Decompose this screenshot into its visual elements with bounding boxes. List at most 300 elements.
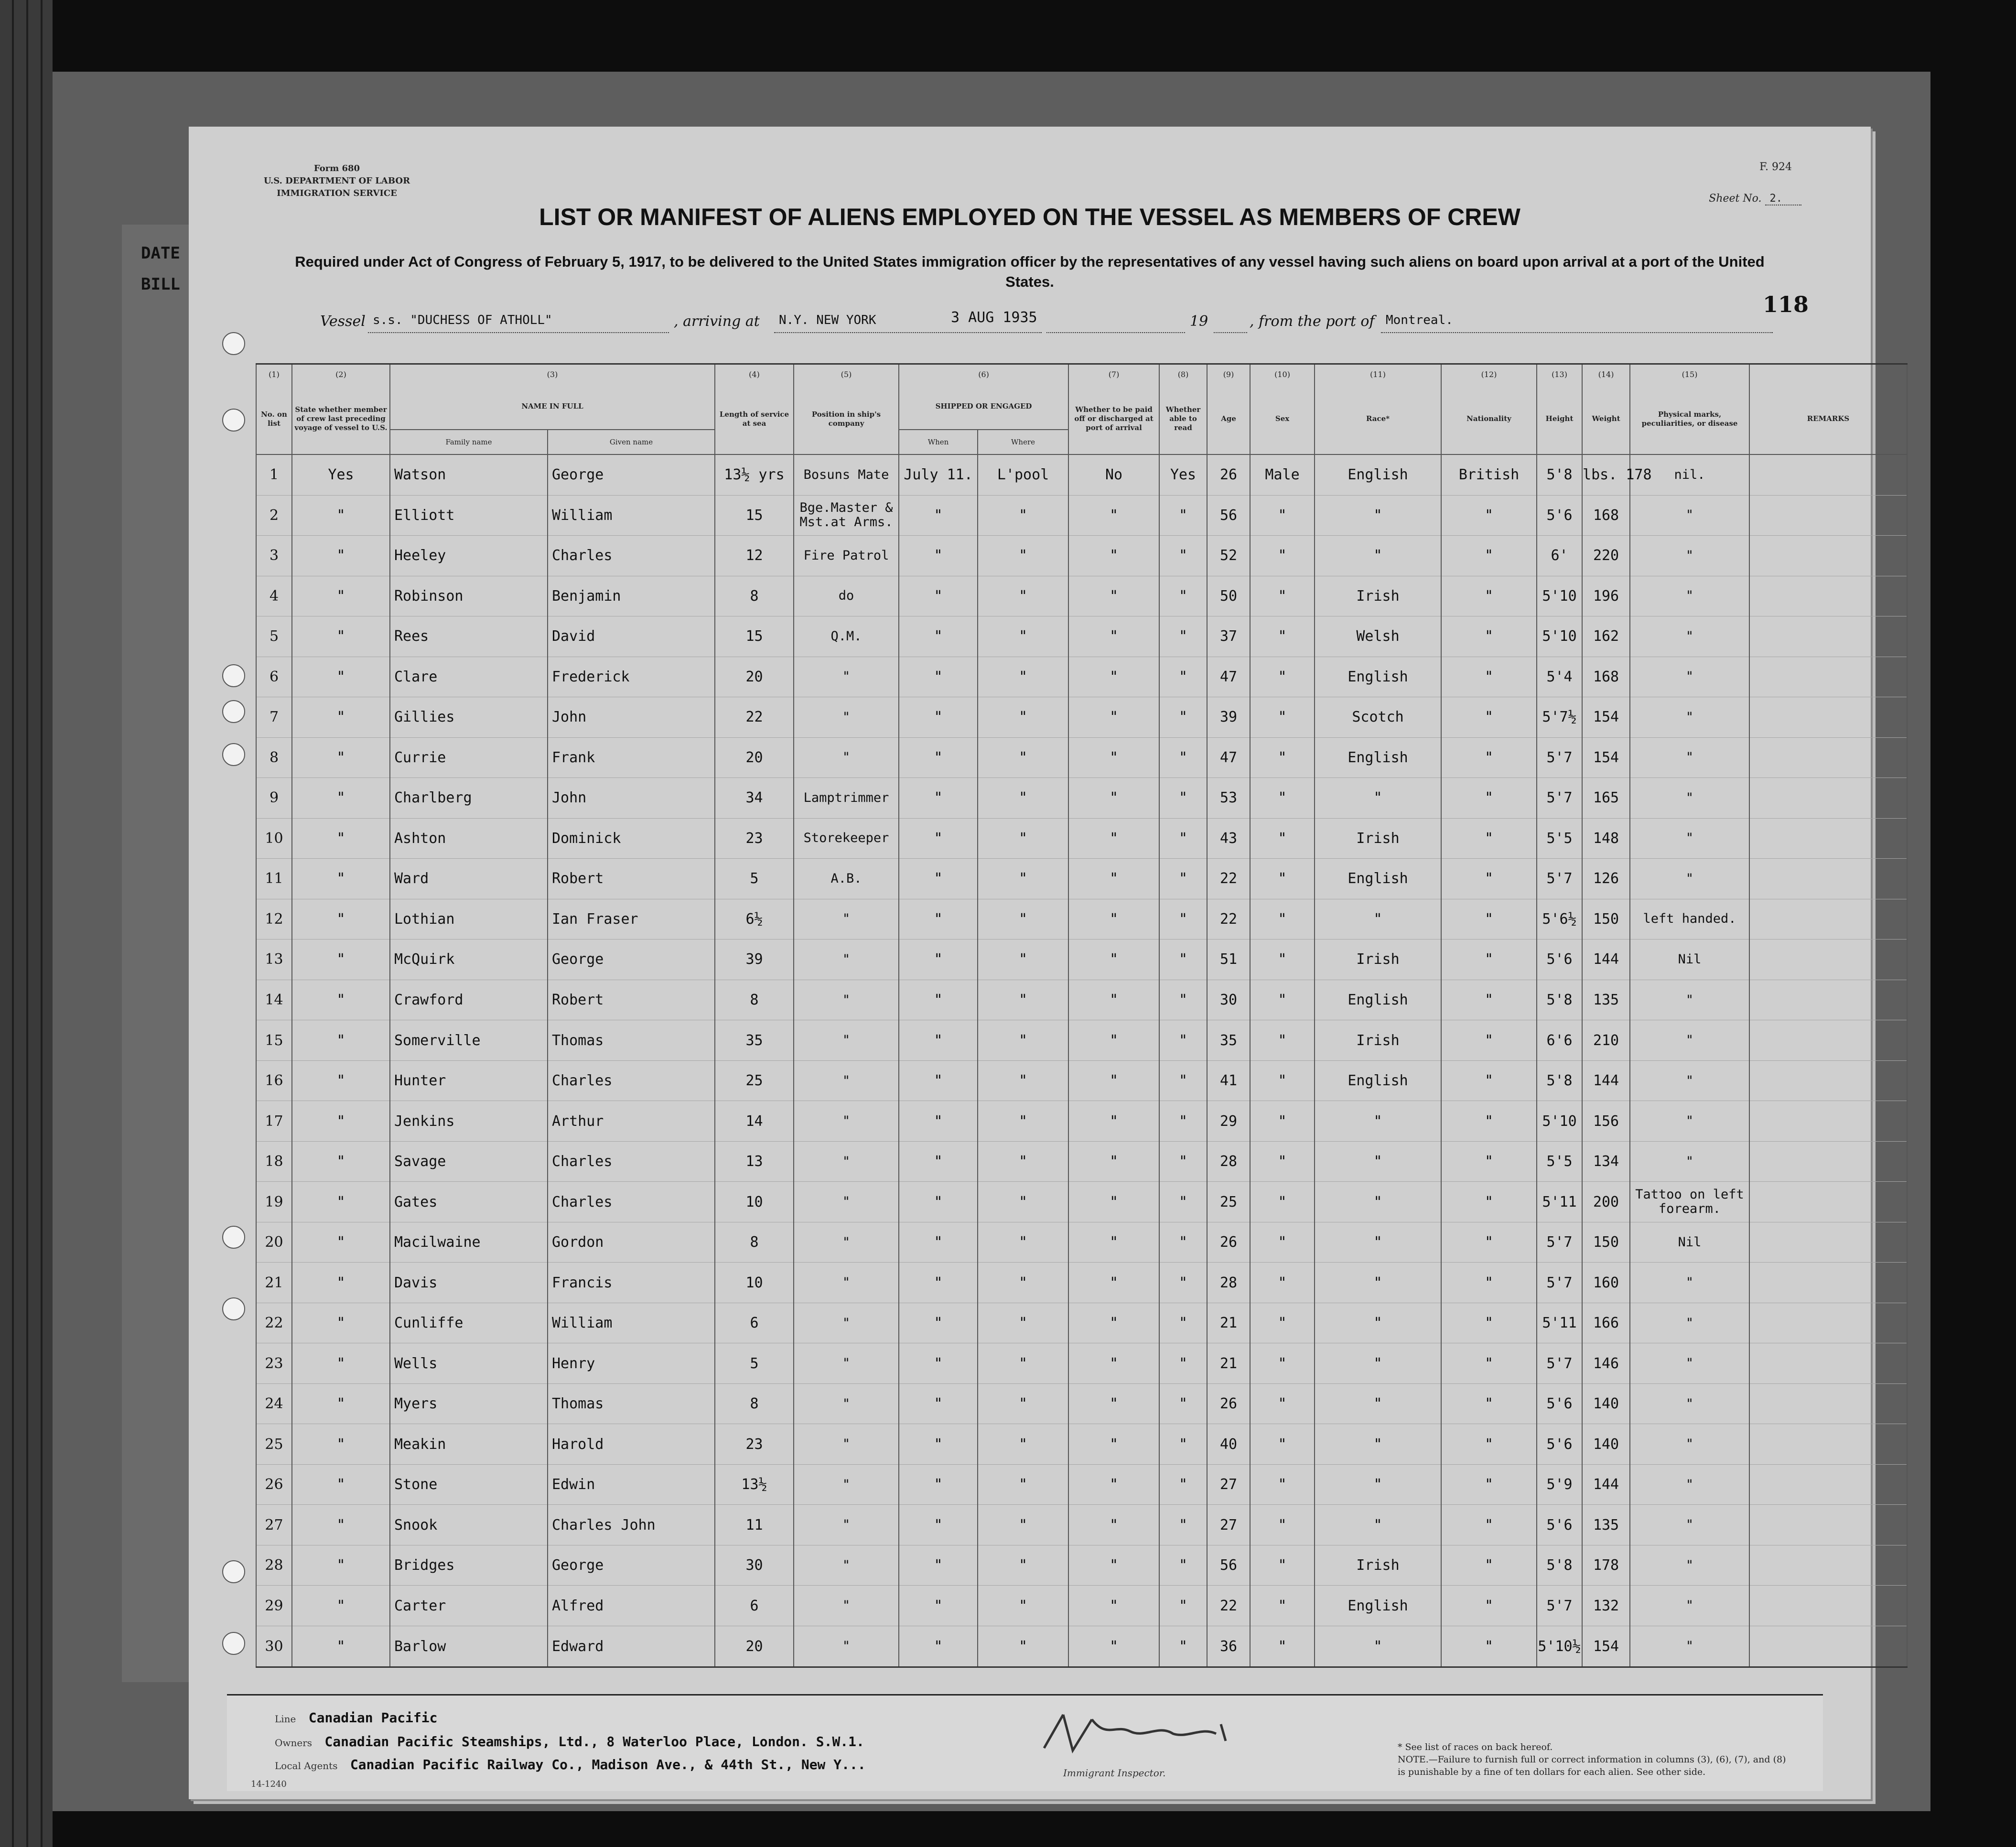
table-cell: Bosuns Mate (794, 454, 899, 495)
table-cell: Crawford (390, 980, 548, 1020)
table-cell: 11 (256, 859, 292, 899)
table-cell: " (978, 737, 1068, 778)
table-cell: Edward (548, 1626, 715, 1667)
table-row (256, 1141, 1907, 1182)
vessel-label: Vessel (320, 313, 366, 330)
remarks-cell (1749, 899, 1907, 940)
table-cell: 35 (715, 1020, 794, 1061)
table-cell: 2 (256, 495, 292, 536)
remarks-cell (1749, 1626, 1907, 1667)
crew-rows (256, 454, 1907, 1667)
column-number: (10) (1250, 364, 1315, 384)
table-cell: 162 (1582, 616, 1630, 657)
table-cell: " (1630, 495, 1749, 536)
table-cell: " (1250, 818, 1315, 859)
page-subtitle: Required under Act of Congress of February 5, 1917, to be delivered to the United States immigration officer by the representatives of any vessel having such aliens on board upon arrival at a port of the United States. (295, 253, 1765, 290)
table-cell: " (1630, 1464, 1749, 1505)
table-cell: " (1250, 1101, 1315, 1142)
table-cell: 15 (715, 616, 794, 657)
table-cell: " (794, 1060, 899, 1101)
table-cell: 8 (715, 576, 794, 616)
table-cell: " (1250, 495, 1315, 536)
races-note: * See list of races on back hereof. (1398, 1742, 1553, 1752)
table-cell: " (794, 1020, 899, 1061)
table-cell: " (978, 1626, 1068, 1667)
column-number: (8) (1159, 364, 1207, 384)
from-port-label: , from the port of (1250, 313, 1375, 330)
table-cell: 4 (256, 576, 292, 616)
table-cell: 5 (715, 1343, 794, 1384)
table-cell: Heeley (390, 536, 548, 576)
table-cell: " (292, 1424, 390, 1465)
table-cell: 200 (1582, 1182, 1630, 1222)
table-cell: left handed. (1630, 899, 1749, 940)
table-cell: " (978, 818, 1068, 859)
table-cell: " (899, 1141, 978, 1182)
table-cell: " (899, 495, 978, 536)
table-cell: Benjamin (548, 576, 715, 616)
table-cell: Cunliffe (390, 1303, 548, 1343)
table-cell: 56 (1207, 1545, 1250, 1586)
table-cell: " (1250, 737, 1315, 778)
table-cell: " (1068, 1545, 1159, 1586)
table-cell: Somerville (390, 1020, 548, 1061)
table-cell: " (1315, 1383, 1441, 1424)
side-card (122, 225, 198, 1682)
table-cell: nil. (1630, 454, 1749, 495)
table-cell: 5'8 (1537, 980, 1582, 1020)
table-cell: 13½ yrs (715, 454, 794, 495)
from-port-value: Montreal. (1386, 313, 1453, 327)
column-number: (3) (390, 364, 715, 384)
table-cell: " (1630, 1424, 1749, 1465)
table-cell: " (1068, 1626, 1159, 1667)
header-name-in-full: NAME IN FULL (390, 384, 715, 430)
table-cell: " (1630, 859, 1749, 899)
table-cell: Bridges (390, 1545, 548, 1586)
table-cell: " (1315, 778, 1441, 819)
table-row (256, 1263, 1907, 1303)
table-cell: 7 (256, 697, 292, 738)
table-cell: " (1159, 859, 1207, 899)
table-cell: 14 (256, 980, 292, 1020)
table-cell: " (794, 1263, 899, 1303)
table-cell: " (1250, 1222, 1315, 1263)
column-number: (2) (292, 364, 390, 384)
table-cell: 14 (715, 1101, 794, 1142)
table-cell: Robinson (390, 576, 548, 616)
table-cell: " (899, 1182, 978, 1222)
table-cell: " (1441, 1263, 1537, 1303)
column-header-row (256, 384, 1907, 430)
table-cell: " (1315, 1505, 1441, 1545)
table-row (256, 657, 1907, 697)
table-cell: " (1159, 1505, 1207, 1545)
table-cell: " (1159, 1141, 1207, 1182)
table-cell: Robert (548, 980, 715, 1020)
table-cell: 11 (715, 1505, 794, 1545)
table-cell: " (899, 1020, 978, 1061)
table-cell: " (292, 1222, 390, 1263)
table-cell: " (978, 1020, 1068, 1061)
table-cell: Irish (1315, 576, 1441, 616)
table-cell: " (292, 1141, 390, 1182)
table-cell: " (899, 899, 978, 940)
table-cell: " (1250, 616, 1315, 657)
table-cell: 135 (1582, 980, 1630, 1020)
line-label: Line (275, 1713, 296, 1725)
table-cell: 34 (715, 778, 794, 819)
header-height: Height (1537, 384, 1582, 454)
table-cell: 1 (256, 454, 292, 495)
header-no-on-list: No. on list (256, 384, 292, 454)
table-cell: " (899, 1383, 978, 1424)
header-sex: Sex (1250, 384, 1315, 454)
table-cell: " (1159, 616, 1207, 657)
crew-manifest-table (256, 363, 1908, 1668)
remarks-cell (1749, 657, 1907, 697)
table-cell: " (1068, 536, 1159, 576)
table-cell: " (1630, 737, 1749, 778)
table-cell: 132 (1582, 1586, 1630, 1626)
table-cell: " (1250, 1182, 1315, 1222)
table-row (256, 576, 1907, 616)
table-cell: " (1250, 899, 1315, 940)
table-cell: 20 (715, 737, 794, 778)
table-cell: " (1315, 899, 1441, 940)
table-cell: 6 (715, 1586, 794, 1626)
table-cell: Irish (1315, 940, 1441, 980)
table-cell: " (978, 1303, 1068, 1343)
table-cell: " (1068, 899, 1159, 940)
table-cell: " (1315, 1182, 1441, 1222)
table-cell: 23 (715, 1424, 794, 1465)
table-cell: " (1630, 818, 1749, 859)
table-cell: Francis (548, 1263, 715, 1303)
table-cell: " (978, 495, 1068, 536)
table-cell: " (978, 536, 1068, 576)
stamped-page-number: 118 (1762, 292, 1809, 317)
remarks-cell (1749, 1424, 1907, 1465)
table-cell: " (1315, 1141, 1441, 1182)
table-cell: " (1159, 980, 1207, 1020)
remarks-cell (1749, 1303, 1907, 1343)
table-cell: 6 (715, 1303, 794, 1343)
table-cell: " (794, 697, 899, 738)
table-row (256, 1343, 1907, 1384)
remarks-cell (1749, 1101, 1907, 1142)
column-number: (12) (1441, 364, 1537, 384)
table-cell: 56 (1207, 495, 1250, 536)
table-cell: John (548, 697, 715, 738)
table-cell: 140 (1582, 1424, 1630, 1465)
table-cell: " (794, 1383, 899, 1424)
binder-hole (222, 332, 245, 355)
year-label: 19 (1190, 313, 1208, 330)
table-cell: " (1250, 1505, 1315, 1545)
table-cell: " (1068, 657, 1159, 697)
table-cell: " (978, 1343, 1068, 1384)
table-cell: " (1441, 576, 1537, 616)
table-cell: " (1068, 1464, 1159, 1505)
table-cell: 5'7 (1537, 1586, 1582, 1626)
table-cell: " (1441, 1424, 1537, 1465)
table-row (256, 859, 1907, 899)
table-cell: " (1630, 1626, 1749, 1667)
table-cell: 47 (1207, 737, 1250, 778)
table-cell: Robert (548, 859, 715, 899)
table-cell: 27 (1207, 1505, 1250, 1545)
table-cell: 50 (1207, 576, 1250, 616)
table-row (256, 737, 1907, 778)
table-cell: " (1441, 859, 1537, 899)
table-cell: " (1068, 737, 1159, 778)
table-cell: " (1441, 1303, 1537, 1343)
table-cell: " (978, 1141, 1068, 1182)
table-cell: " (292, 940, 390, 980)
table-cell: " (978, 899, 1068, 940)
table-cell: 5'9 (1537, 1464, 1582, 1505)
remarks-cell (1749, 1020, 1907, 1061)
table-cell: " (1630, 576, 1749, 616)
table-cell: Davis (390, 1263, 548, 1303)
table-cell: " (1159, 737, 1207, 778)
table-row (256, 1626, 1907, 1667)
table-cell: " (1159, 940, 1207, 980)
table-cell: Thomas (548, 1020, 715, 1061)
owners-label: Owners (275, 1737, 313, 1749)
table-cell: " (978, 980, 1068, 1020)
table-cell: " (1159, 1586, 1207, 1626)
table-cell: " (1250, 1626, 1315, 1667)
table-cell: " (1159, 576, 1207, 616)
table-cell: " (1068, 1303, 1159, 1343)
table-cell: 10 (256, 818, 292, 859)
remarks-cell (1749, 1263, 1907, 1303)
table-cell: 5'11 (1537, 1303, 1582, 1343)
remarks-cell (1749, 859, 1907, 899)
table-cell: " (978, 1586, 1068, 1626)
table-cell: 154 (1582, 737, 1630, 778)
table-cell: 5'10 (1537, 1101, 1582, 1142)
table-cell: 22 (256, 1303, 292, 1343)
table-cell: " (899, 1424, 978, 1465)
table-cell: 5'6 (1537, 1505, 1582, 1545)
table-cell: Stone (390, 1464, 548, 1505)
agents-value: Canadian Pacific Railway Co., Madison Ave., & 44th St., New Y... (350, 1757, 866, 1772)
table-cell: " (1630, 778, 1749, 819)
table-cell: 196 (1582, 576, 1630, 616)
print-code: 14-1240 (251, 1779, 287, 1789)
table-cell: Currie (390, 737, 548, 778)
table-cell: 28 (1207, 1141, 1250, 1182)
table-cell: " (1068, 1424, 1159, 1465)
table-cell: " (794, 1505, 899, 1545)
table-cell: " (1068, 1505, 1159, 1545)
table-cell: 5'7½ (1537, 697, 1582, 738)
column-number-row (256, 364, 1907, 384)
table-cell: 5 (256, 616, 292, 657)
table-cell: 41 (1207, 1060, 1250, 1101)
table-cell: " (292, 980, 390, 1020)
table-cell: " (292, 1505, 390, 1545)
table-cell: Myers (390, 1383, 548, 1424)
table-row (256, 940, 1907, 980)
table-cell: 5'6 (1537, 495, 1582, 536)
header-family-name: Family name (390, 430, 548, 454)
side-card-bill: BILL (141, 275, 180, 294)
table-cell: " (1068, 1141, 1159, 1182)
table-cell: " (292, 1101, 390, 1142)
table-cell: " (794, 737, 899, 778)
table-cell: " (1630, 1545, 1749, 1586)
table-row (256, 1060, 1907, 1101)
table-cell: " (978, 1263, 1068, 1303)
table-cell: " (292, 1464, 390, 1505)
table-cell: A.B. (794, 859, 899, 899)
table-cell: " (1068, 1383, 1159, 1424)
table-cell: " (1159, 1020, 1207, 1061)
table-cell: " (1250, 1586, 1315, 1626)
arriving-label: , arriving at (674, 313, 760, 330)
table-cell: " (978, 859, 1068, 899)
table-cell: " (1159, 1424, 1207, 1465)
table-cell: " (1630, 1586, 1749, 1626)
table-cell: " (1159, 778, 1207, 819)
table-cell: " (899, 980, 978, 1020)
table-cell: " (292, 495, 390, 536)
table-cell: Fire Patrol (794, 536, 899, 576)
table-cell: 168 (1582, 495, 1630, 536)
inspector-label: Immigrant Inspector. (1063, 1767, 1166, 1779)
table-cell: 5'6½ (1537, 899, 1582, 940)
table-row (256, 1303, 1907, 1343)
remarks-cell (1749, 454, 1907, 495)
table-cell: " (978, 1101, 1068, 1142)
table-cell: " (794, 1141, 899, 1182)
table-cell: " (978, 616, 1068, 657)
form-number: Form 680 (313, 163, 360, 173)
table-cell: " (1630, 1383, 1749, 1424)
table-cell: " (899, 1222, 978, 1263)
table-cell: 12 (256, 899, 292, 940)
table-cell: " (1250, 1464, 1315, 1505)
table-row (256, 1101, 1907, 1142)
table-cell: " (1441, 980, 1537, 1020)
table-cell: 24 (256, 1383, 292, 1424)
table-cell: Bge.Master & Mst.at Arms. (794, 495, 899, 536)
table-cell: Ward (390, 859, 548, 899)
table-cell: " (1441, 1586, 1537, 1626)
table-cell: English (1315, 657, 1441, 697)
table-cell: " (899, 1101, 978, 1142)
table-cell: 22 (715, 697, 794, 738)
table-cell: " (1068, 980, 1159, 1020)
table-cell: " (1630, 1263, 1749, 1303)
table-cell: 43 (1207, 818, 1250, 859)
table-cell: " (292, 1383, 390, 1424)
table-cell: " (794, 1586, 899, 1626)
table-cell: 29 (256, 1586, 292, 1626)
table-cell: " (899, 576, 978, 616)
department-name: U.S. DEPARTMENT OF LABOR (263, 176, 410, 186)
table-cell: William (548, 495, 715, 536)
table-cell: 17 (256, 1101, 292, 1142)
table-cell: 8 (715, 980, 794, 1020)
table-cell: 47 (1207, 657, 1250, 697)
table-cell: " (794, 1303, 899, 1343)
agents-label: Local Agents (275, 1760, 338, 1771)
table-cell: " (1068, 1263, 1159, 1303)
table-cell: 5'7 (1537, 1263, 1582, 1303)
table-cell: " (1630, 536, 1749, 576)
table-cell: 8 (715, 1383, 794, 1424)
header-given-name: Given name (548, 430, 715, 454)
table-cell: Hunter (390, 1060, 548, 1101)
table-cell: " (292, 818, 390, 859)
table-cell: " (1441, 697, 1537, 738)
line-field (275, 1710, 437, 1726)
table-cell: " (899, 1464, 978, 1505)
table-cell: " (1441, 1464, 1537, 1505)
table-row (256, 616, 1907, 657)
binder-hole (222, 700, 245, 723)
binder-hole (222, 1560, 245, 1583)
table-cell: Savage (390, 1141, 548, 1182)
table-cell: Charles John (548, 1505, 715, 1545)
table-cell: Yes (1159, 454, 1207, 495)
table-cell: 5'6 (1537, 940, 1582, 980)
binder-hole (222, 1297, 245, 1320)
header-weight: Weight (1582, 384, 1630, 454)
table-cell: " (899, 818, 978, 859)
footer-notes (1398, 1741, 1790, 1778)
table-cell: 25 (256, 1424, 292, 1465)
table-cell: " (794, 1464, 899, 1505)
remarks-cell (1749, 536, 1907, 576)
table-cell: 5'8 (1537, 1060, 1582, 1101)
table-cell: " (899, 1545, 978, 1586)
table-cell: Irish (1315, 1020, 1441, 1061)
table-row (256, 1020, 1907, 1061)
table-cell: 8 (715, 1222, 794, 1263)
table-row (256, 495, 1907, 536)
table-cell: Wells (390, 1343, 548, 1384)
table-cell: Gates (390, 1182, 548, 1222)
table-cell: " (899, 1626, 978, 1667)
table-cell: 134 (1582, 1141, 1630, 1182)
table-cell: 40 (1207, 1424, 1250, 1465)
table-cell: " (1068, 859, 1159, 899)
table-cell: " (794, 1101, 899, 1142)
table-cell: 20 (256, 1222, 292, 1263)
table-cell: " (1159, 1383, 1207, 1424)
table-cell: 5'10 (1537, 576, 1582, 616)
left-edge-strip (0, 0, 53, 1847)
table-cell: " (292, 1060, 390, 1101)
table-cell: " (978, 1383, 1068, 1424)
table-cell: Q.M. (794, 616, 899, 657)
table-cell: " (1068, 940, 1159, 980)
table-cell: Storekeeper (794, 818, 899, 859)
table-cell: " (1068, 818, 1159, 859)
table-cell: 25 (715, 1060, 794, 1101)
column-number: (1) (256, 364, 292, 384)
table-cell: 15 (715, 495, 794, 536)
table-cell: Welsh (1315, 616, 1441, 657)
table-row (256, 980, 1907, 1020)
table-cell: 220 (1582, 536, 1630, 576)
